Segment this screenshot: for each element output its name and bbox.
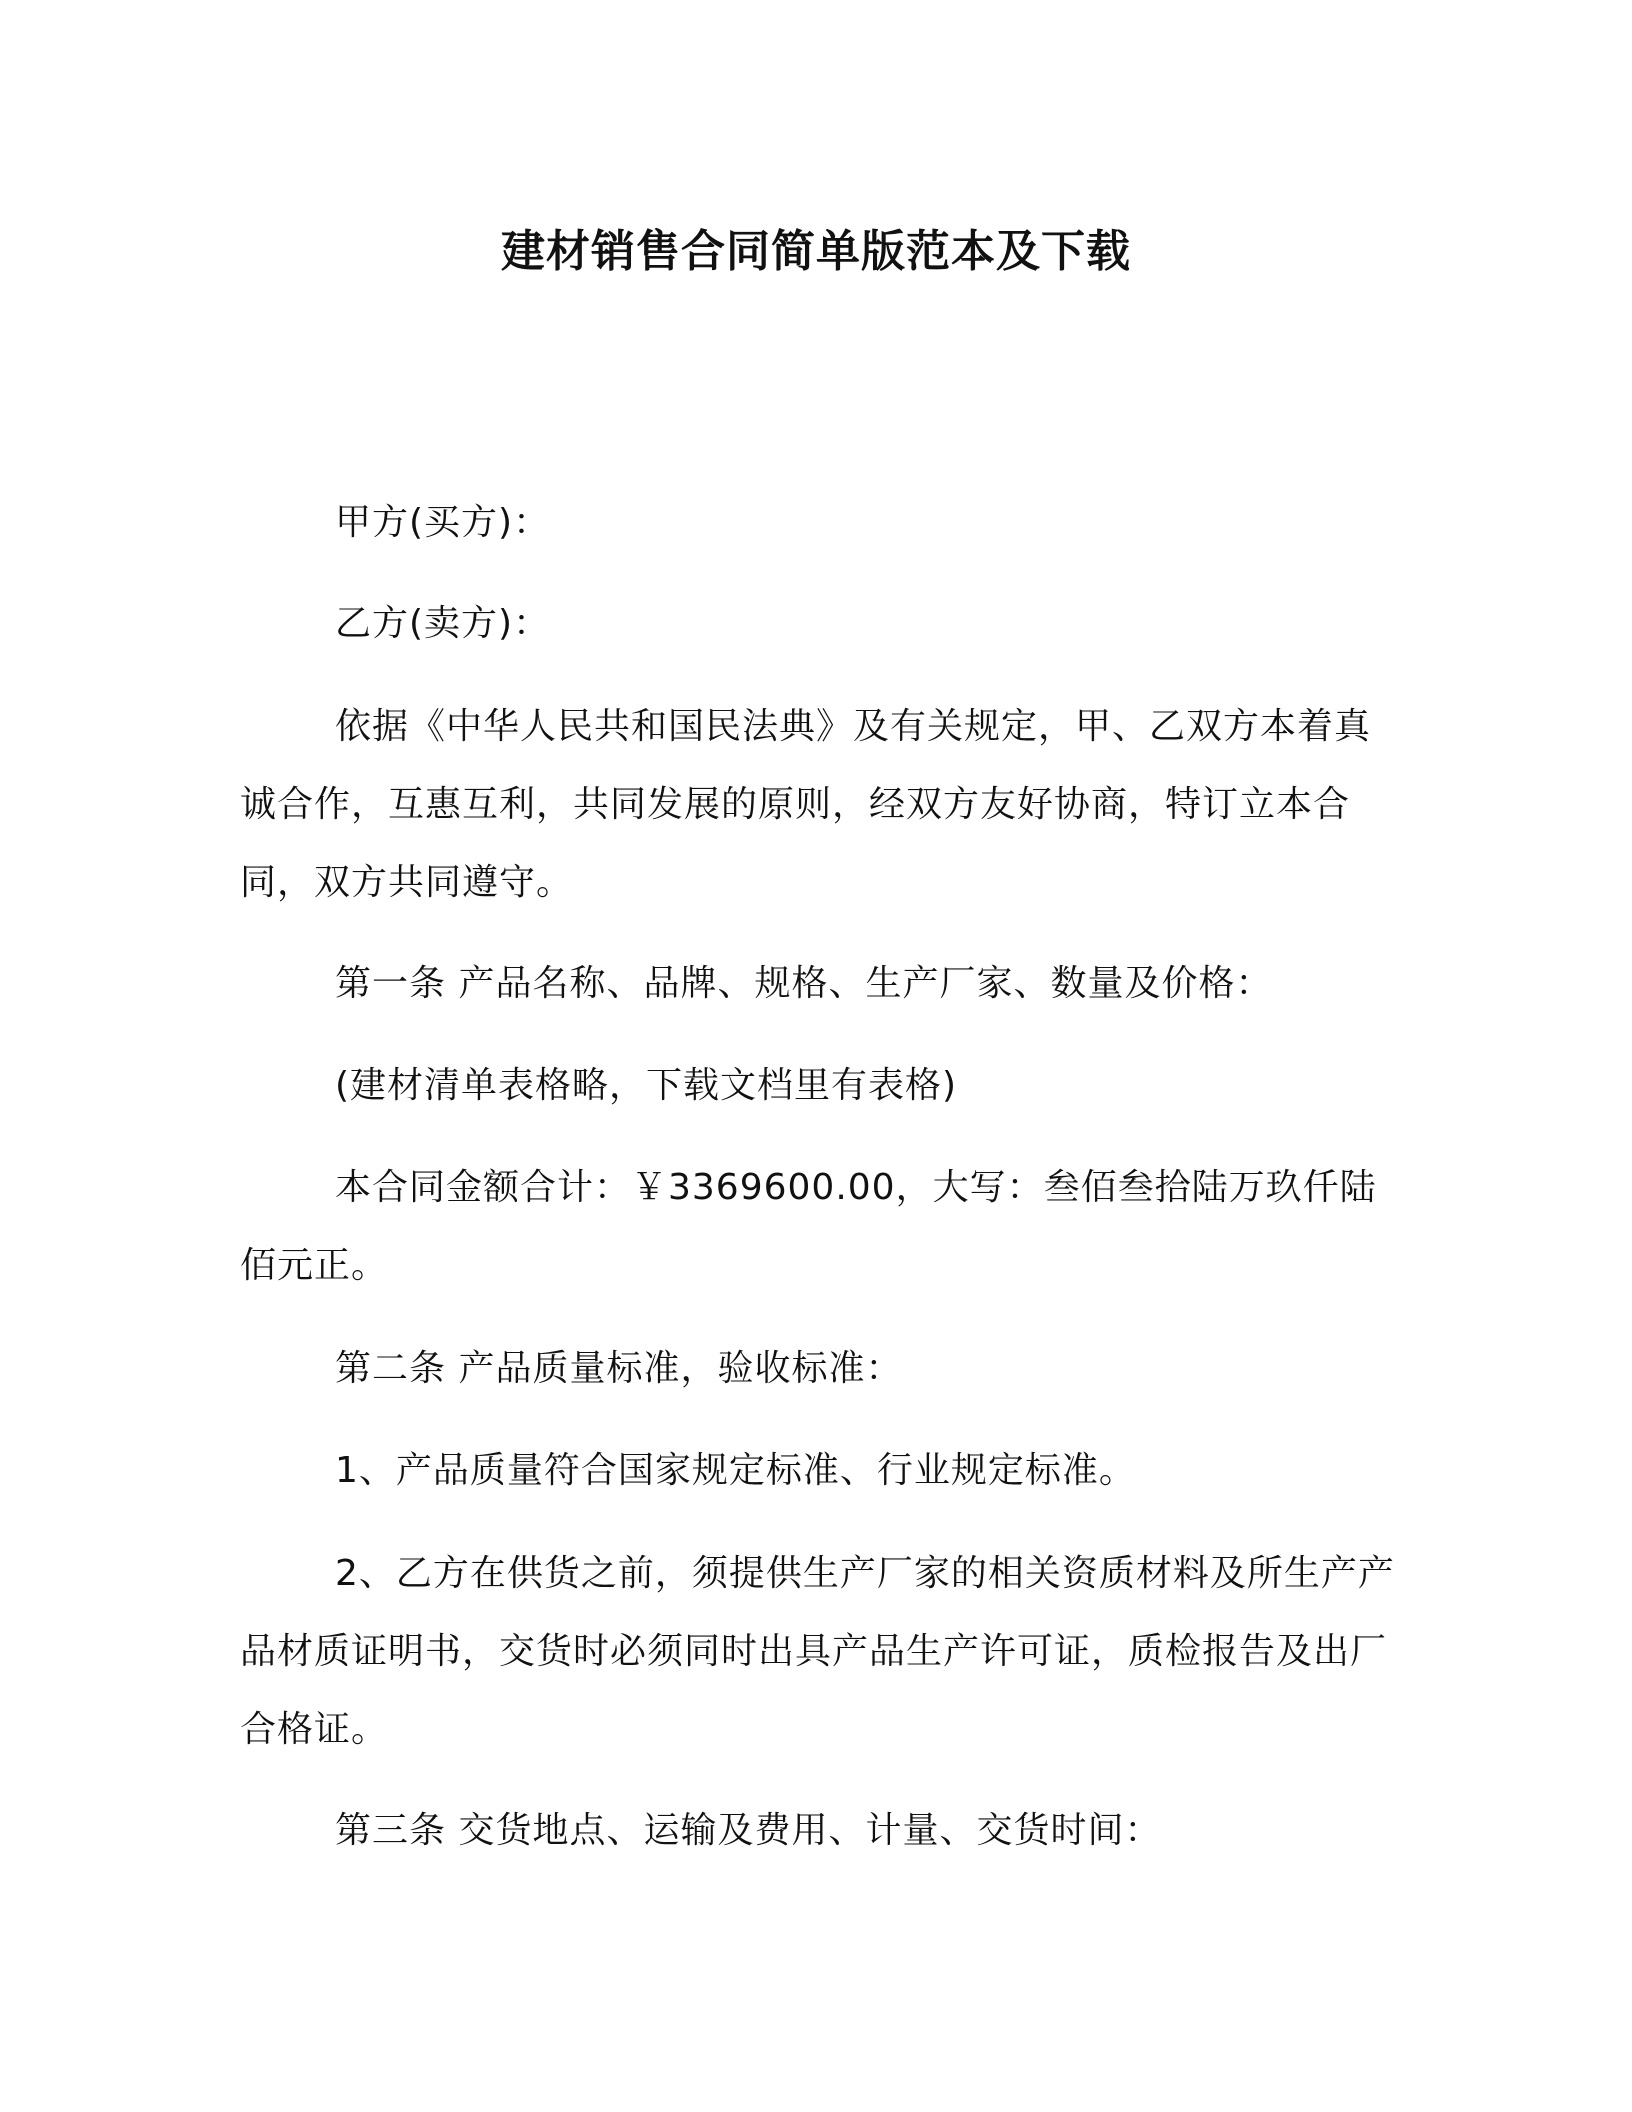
- party-b-line: 乙方(卖方)：: [335, 603, 551, 644]
- article-2-heading: 第二条 产品质量标准，验收标准：: [335, 1348, 903, 1389]
- intro-paragraph: 依据《中华人民共和国民法典》及有关规定，甲、乙双方本着真诚合作，互惠互利，共同发展的原则，经双方友好协商，特订立本合同，双方共同遵守。: [240, 706, 1372, 903]
- article-1-heading: 第一条 产品名称、品牌、规格、生产厂家、数量及价格：: [335, 963, 1273, 1004]
- document-title: 建材销售合同简单版范本及下载: [501, 226, 1131, 277]
- article-1-note: (建材清单表格略，下载文档里有表格): [335, 1065, 958, 1106]
- article-2-item-1: 1、产品质量符合国家规定标准、行业规定标准。: [335, 1450, 1136, 1491]
- total-amount-paragraph: 本合同金额合计：￥3369600.00，大写：叁佰叁拾陆万玖仟陆佰元正。: [240, 1167, 1377, 1286]
- party-a-line: 甲方(买方)：: [335, 502, 551, 543]
- article-3-heading: 第三条 交货地点、运输及费用、计量、交货时间：: [335, 1810, 1162, 1851]
- article-2-item-2: 2、乙方在供货之前，须提供生产厂家的相关资质材料及所生产产品材质证明书，交货时必须同时出具产品生产许可证，质检报告及出厂合格证。: [240, 1553, 1395, 1750]
